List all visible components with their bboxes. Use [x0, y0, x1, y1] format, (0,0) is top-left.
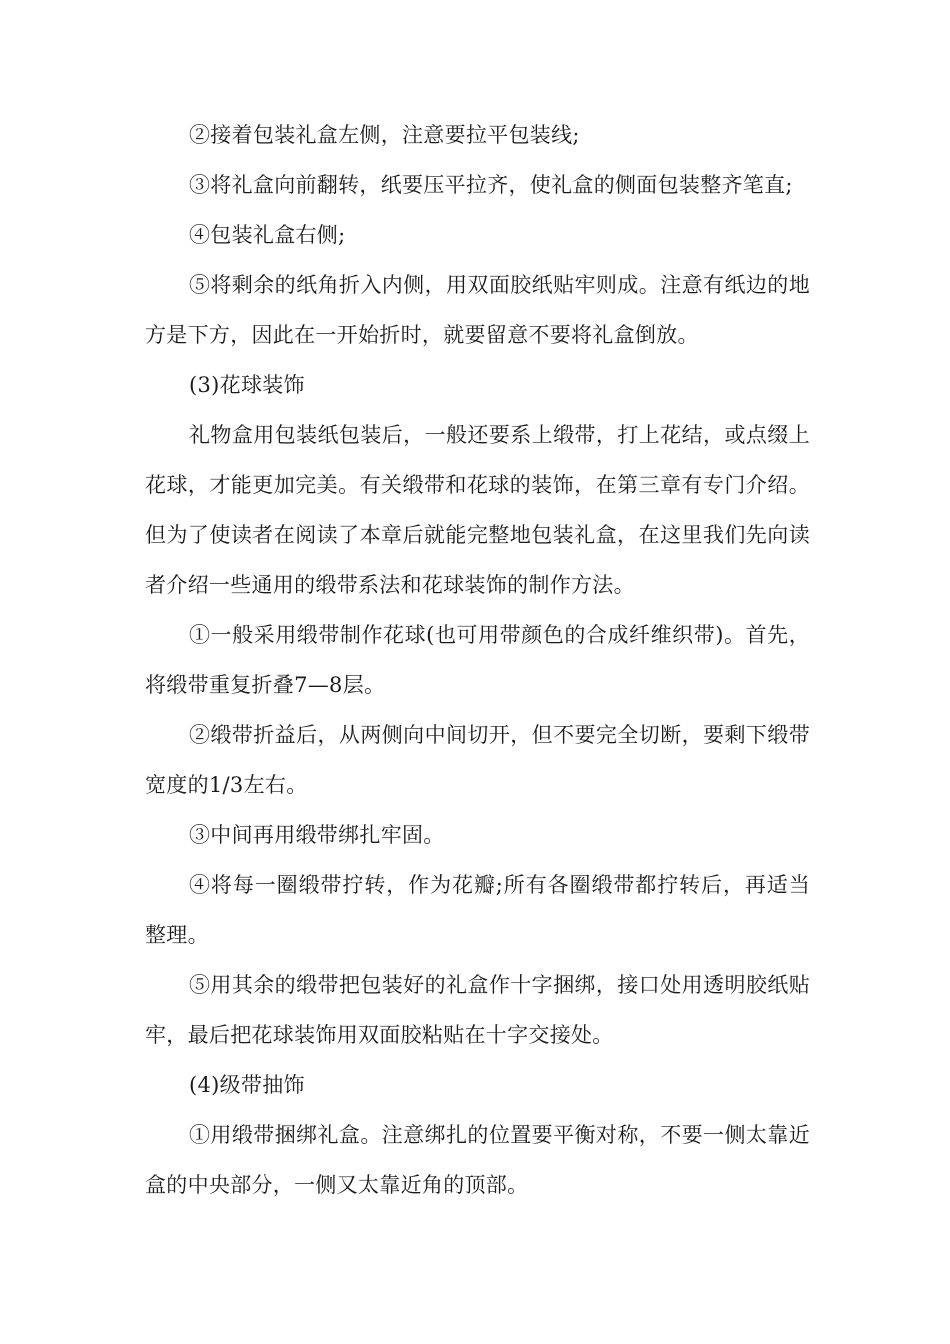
paragraph-ribbon-tie-step-1: ①用缎带捆绑礼盒。注意绑扎的位置要平衡对称，不要一侧太靠近盒的中央部分，一侧又太靠近角的顶部。 [145, 1123, 810, 1197]
paragraph-ribbon-step-1: ①一般采用缎带制作花球(也可用带颜色的合成纤维织带)。首先，将缎带重复折叠7—8层。 [145, 623, 810, 697]
paragraph-ribbon-intro: 礼物盒用包装纸包装后，一般还要系上缎带，打上花结，或点缀上花球，才能更加完美。有关缎带和花球的装饰，在第三章有专门介绍。但为了使读者在阅读了本章后就能完整地包装礼盒，在这里我们先向读者介绍一些通用的缎带系法和花球装饰的制作方法。 [145, 423, 810, 597]
paragraph-step-2-left-side: ②接着包装礼盒左侧，注意要拉平包装线; [189, 123, 580, 147]
paragraph-ribbon-step-2: ②缎带折益后，从两侧向中间切开，但不要完全切断，要剩下缎带宽度的1/3左右。 [145, 723, 810, 797]
paragraph-step-5-fold-corners: ⑤将剩余的纸角折入内侧，用双面胶纸贴牢则成。注意有纸边的地方是下方，因此在一开始折时，就要留意不要将礼盒倒放。 [145, 273, 810, 347]
document-body [145, 110, 810, 1210]
paragraph-ribbon-step-3: ③中间再用缎带绑扎牢固。 [189, 823, 445, 847]
paragraph-ribbon-step-5: ⑤用其余的缎带把包装好的礼盒作十字捆绑，接口处用透明胶纸贴牢，最后把花球装饰用双面胶粘贴在十字交接处。 [145, 973, 810, 1047]
paragraph-step-3-flip-box: ③将礼盒向前翻转，纸要压平拉齐，使礼盒的侧面包装整齐笔直; [189, 173, 793, 197]
paragraph-ribbon-step-4: ④将每一圈缎带拧转，作为花瓣;所有各圈缎带都拧转后，再适当整理。 [145, 873, 810, 947]
section-heading-ribbon-decoration: (4)级带抽饰 [189, 1073, 305, 1097]
section-heading-flower-ball: (3)花球装饰 [189, 373, 305, 397]
paragraph-step-4-right-side: ④包装礼盒右侧; [189, 223, 346, 247]
